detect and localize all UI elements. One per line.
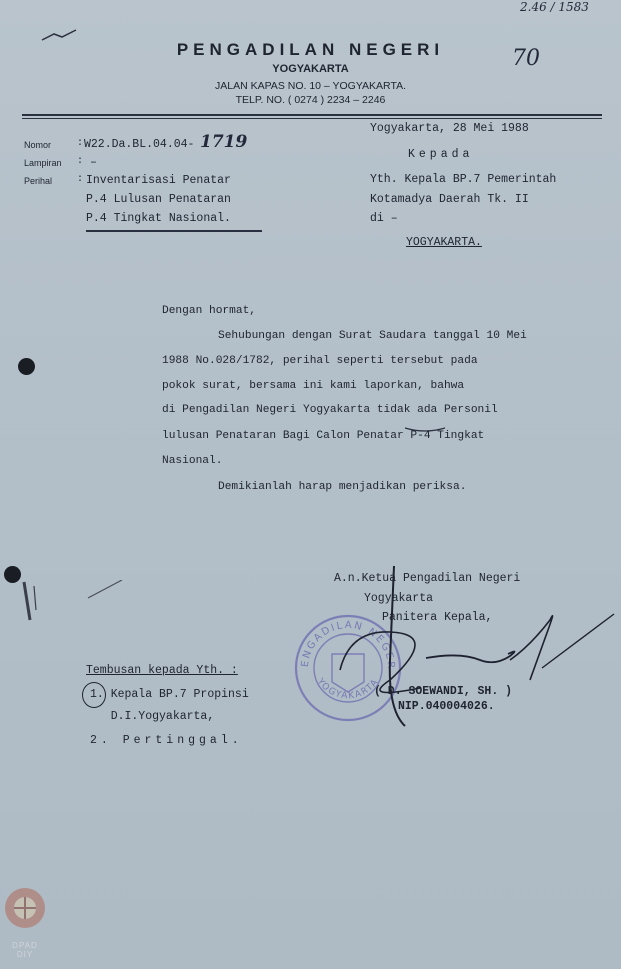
court-address: JALAN KAPAS NO. 10 – YOGYAKARTA. bbox=[214, 80, 407, 92]
nomor-value: W22.Da.BL.04.04- bbox=[84, 138, 195, 151]
recipient-line-3: di – bbox=[370, 212, 398, 225]
watermark-text-bottom: DIY bbox=[16, 950, 34, 959]
paragraph-line-2: 1988 No.028/1782, perihal seperti tersebut pada bbox=[162, 355, 478, 367]
court-telephone: TELP. NO. ( 0274 ) 2234 – 2246 bbox=[235, 94, 386, 106]
nomor-colon: : bbox=[77, 138, 84, 149]
recipient-line-1: Yth. Kepala BP.7 Pemerintah bbox=[370, 173, 557, 186]
copies-circle-mark bbox=[82, 682, 106, 708]
court-city: YOGYAKARTA bbox=[272, 63, 349, 75]
tidak-underline bbox=[404, 420, 446, 426]
copies-item-1: 1. Kepala BP.7 Propinsi bbox=[90, 688, 249, 701]
perihal-label: Perihal bbox=[24, 176, 53, 186]
archive-logo-watermark bbox=[2, 884, 48, 962]
page-marks bbox=[14, 580, 124, 630]
signature-line-3: Panitera Kepala, bbox=[382, 611, 493, 624]
place-date: Yogyakarta, 28 Mei 1988 bbox=[370, 122, 529, 135]
seal-bottom-text: YOGYAKARTA bbox=[314, 676, 382, 702]
kepada: Kepada bbox=[408, 148, 474, 161]
court-name: PENGADILAN NEGERI bbox=[176, 40, 445, 59]
copies-item-2: D.I.Yogyakarta, bbox=[90, 710, 215, 723]
paragraph-line-1: Sehubungan dengan Surat Saudara tanggal 10 Mei bbox=[218, 330, 527, 342]
perihal-underline bbox=[86, 230, 262, 232]
perihal-colon: : bbox=[77, 174, 84, 185]
signature-line-2: Yogyakarta bbox=[364, 592, 434, 605]
copies-item-3: 2. Pertinggal. bbox=[90, 734, 243, 747]
paragraph-line-3: pokok surat, bersama ini kami laporkan, bahwa bbox=[162, 380, 465, 392]
perihal-line-2: P.4 Lulusan Penataran bbox=[86, 193, 231, 206]
signature-line-1: A.n.Ketua Pengadilan Negeri bbox=[334, 572, 521, 585]
lampiran-value: – bbox=[90, 156, 97, 169]
salutation: Dengan hormat, bbox=[162, 305, 256, 317]
seal-top-text: ENGADILAN NEGER bbox=[299, 619, 397, 671]
folio-number: 70 bbox=[512, 46, 540, 71]
paragraph-line-5: lulusan Penataran Bagi Calon Penatar P-4 Tingkat bbox=[162, 430, 485, 442]
lampiran-colon: : bbox=[77, 156, 84, 167]
paragraph-line-4: di Pengadilan Negeri Yogyakarta tidak ada Personil bbox=[162, 404, 498, 416]
perihal-line-3: P.4 Tingkat Nasional. bbox=[86, 212, 231, 225]
recipient-line-2: Kotamadya Daerah Tk. II bbox=[370, 193, 529, 206]
archive-note: 2.46 / 1583 bbox=[520, 0, 589, 14]
copies-title: Tembusan kepada Yth. : bbox=[86, 664, 238, 677]
paragraph-line-6: Nasional. bbox=[162, 455, 223, 467]
letterhead-rule bbox=[22, 114, 602, 116]
lampiran-label: Lampiran bbox=[24, 158, 62, 168]
nomor-handwritten: 1719 bbox=[200, 132, 248, 152]
recipient-city: YOGYAKARTA. bbox=[406, 236, 482, 249]
signatory-nip: NIP.040004026. bbox=[398, 700, 495, 713]
signatory-name: ( D. SOEWANDI, SH. ) bbox=[374, 685, 513, 698]
punch-hole bbox=[18, 358, 35, 375]
nomor-label: Nomor bbox=[24, 140, 52, 150]
corner-scribble bbox=[40, 28, 70, 38]
closing: Demikianlah harap menjadikan periksa. bbox=[218, 481, 467, 493]
letterhead-rule-thin bbox=[22, 118, 602, 119]
watermark-text-top: DPAD bbox=[12, 941, 38, 950]
handwritten-signature bbox=[330, 560, 620, 730]
perihal-line-1: Inventarisasi Penatar bbox=[86, 174, 231, 187]
